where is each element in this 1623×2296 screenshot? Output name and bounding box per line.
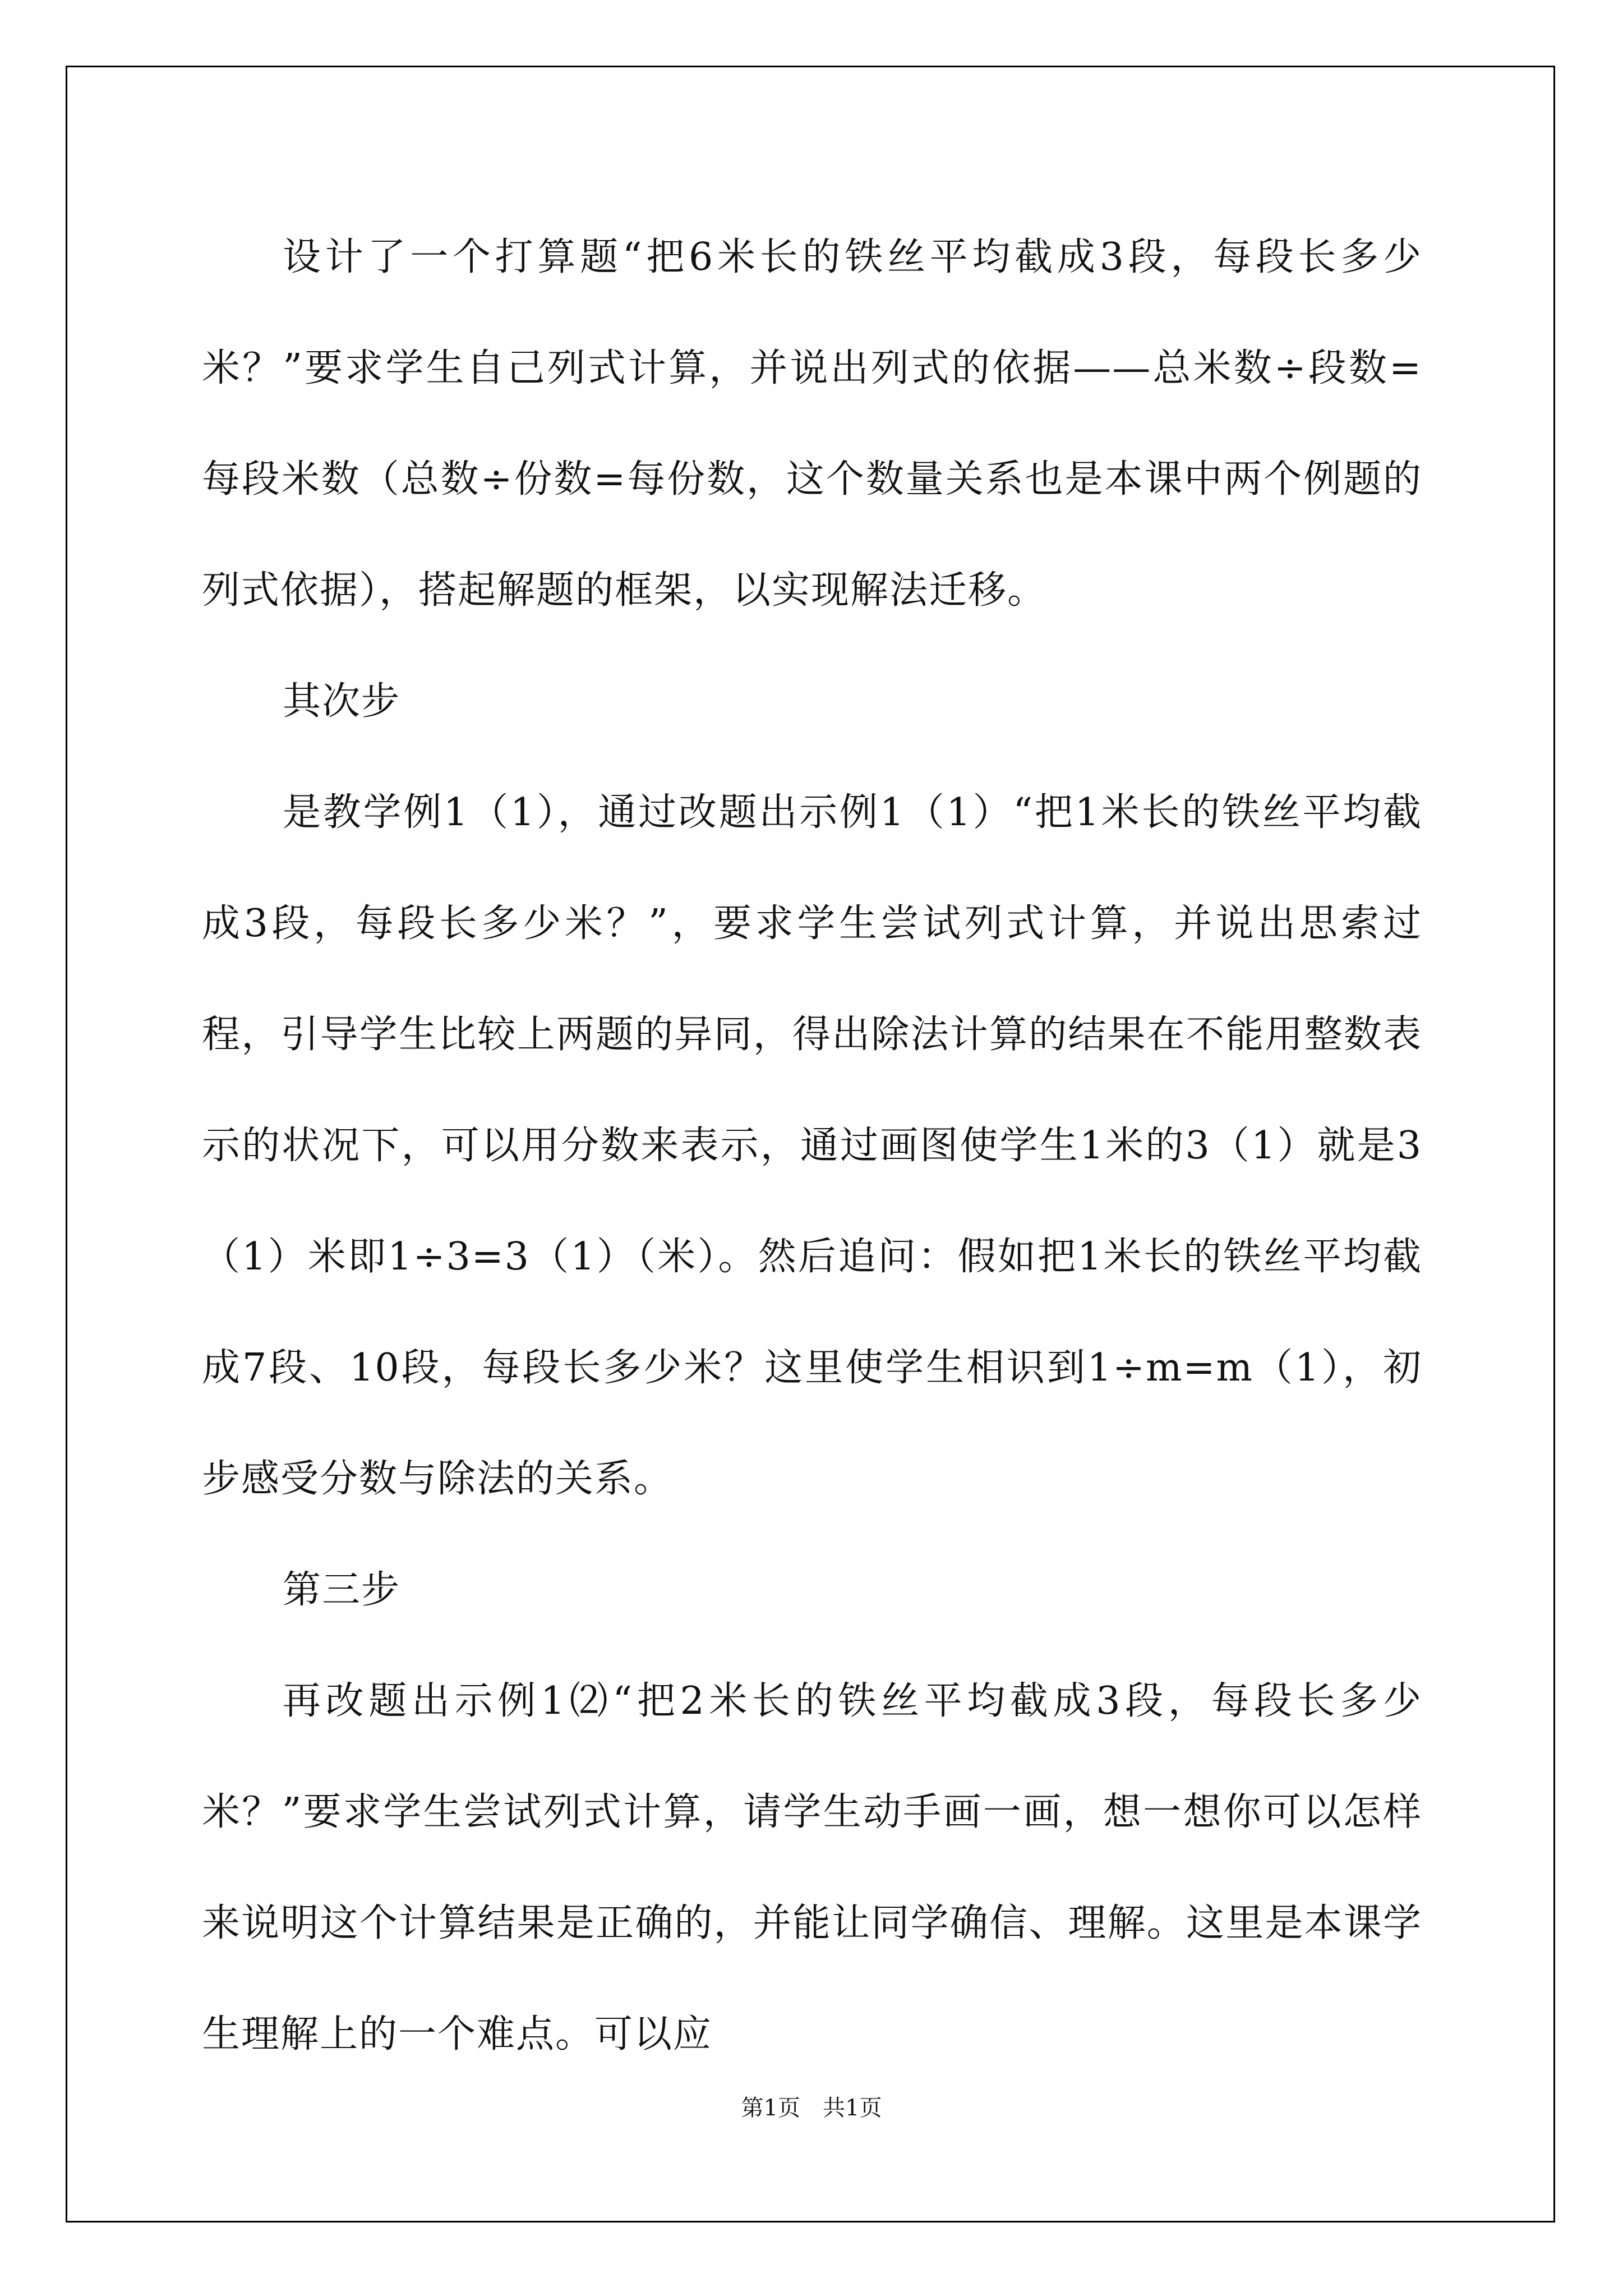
paragraph-3: 再改题出示例1⑵“把2米长的铁丝平均截成3段，每段长多少米？”要求学生尝试列式计算，请学生动手画一画，想一想你可以怎样来说明这个计算结果是正确的，并能让同学确信、理解。这里是本课学生理解上的一个难点。可以应 — [202, 1679, 1422, 2056]
heading-third-step: 第三步 — [283, 1568, 401, 1612]
page-footer: 第1页 共1页 — [741, 2095, 882, 2121]
paragraph-2: 是教学例1（1），通过改题出示例1（1）“把1米长的铁丝平均截成3段，每段长多少米？”，要求学生尝试列式计算，并说出思索过程，引导学生比较上两题的异同，得出除法计算的结果在不能用整数表示的状况下，可以用分数来表示，通过画图使学生1米的3（1）就是3（1）米即1÷3=3（1）（米）。然后追问：假如把1米长的铁丝平均截成7段、10段，每段长多少米？这里使学生相识到1÷m=m（1），初步感受分数与除法的关系。 — [202, 790, 1422, 1501]
heading-second-step: 其次步 — [283, 679, 401, 724]
document-body — [202, 202, 1422, 2090]
paragraph-1: 设计了一个打算题“把6米长的铁丝平均截成3段，每段长多少米？”要求学生自己列式计算，并说出列式的依据——总米数÷段数=每段米数（总数÷份数=每份数，这个数量关系也是本课中两个例题的列式依据），搭起解题的框架，以实现解法迁移。 — [202, 235, 1422, 613]
